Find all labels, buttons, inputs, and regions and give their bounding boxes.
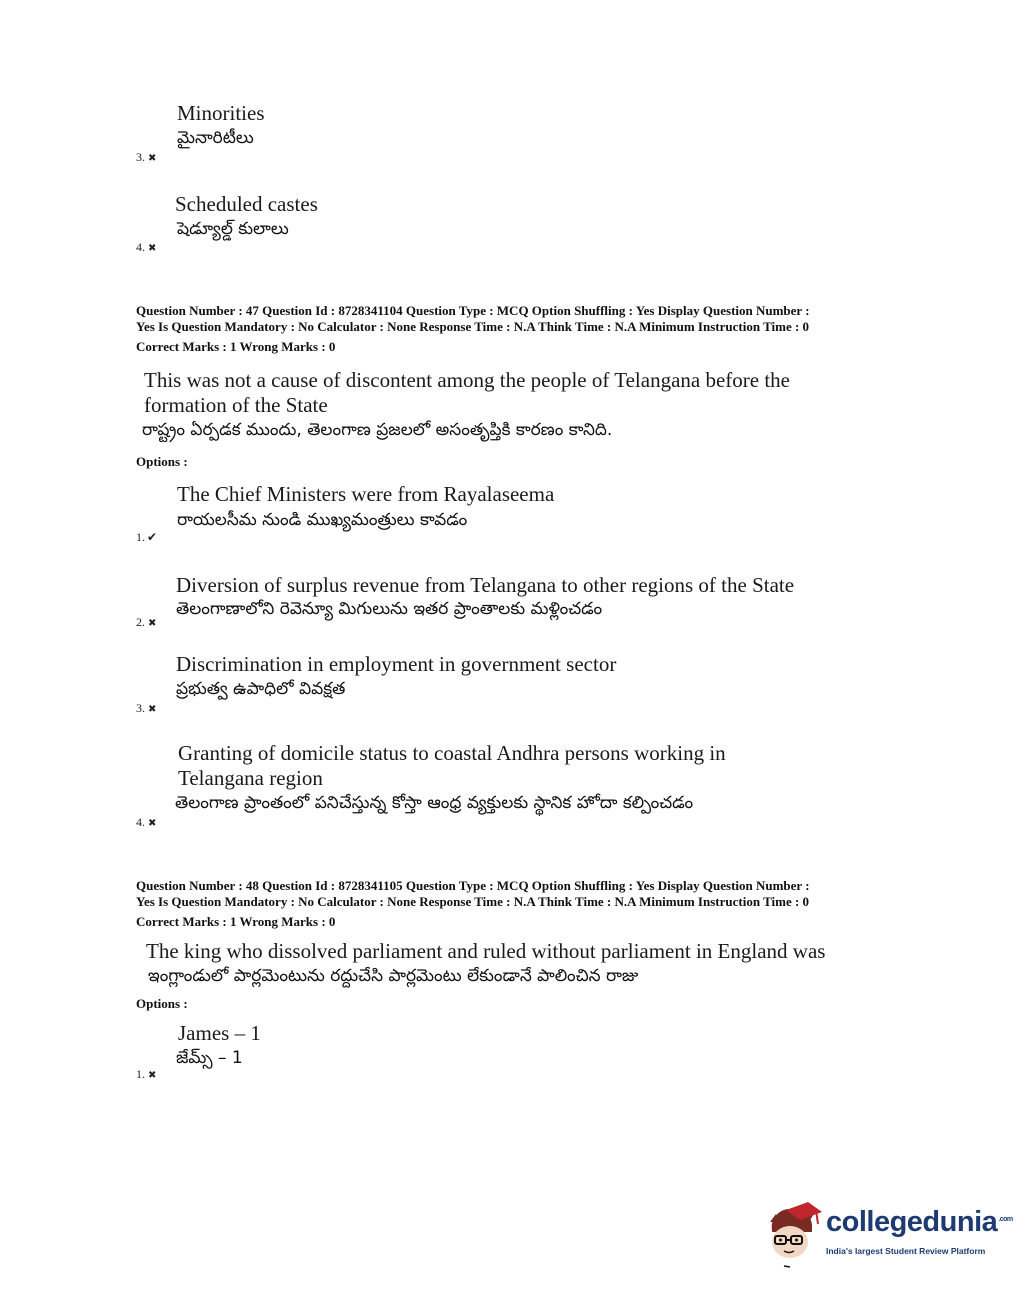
logo-tagline: India's largest Student Review Platform bbox=[826, 1246, 986, 1256]
option-4-te: షెడ్యూల్డ్ కులాలు bbox=[177, 219, 289, 239]
q47-option-1-number: 1. ✔ bbox=[136, 530, 158, 544]
cross-icon: ✖ bbox=[148, 818, 157, 829]
q48-meta-line-3: Correct Marks : 1 Wrong Marks : 0 bbox=[136, 914, 336, 929]
q47-option-4-en-line-1: Granting of domicile status to coastal Andhra persons working in bbox=[178, 741, 726, 765]
option-3-en: Minorities bbox=[177, 101, 265, 125]
q48-options-label: Options : bbox=[136, 996, 188, 1011]
q47-option-1-te: రాయలసీమ నుండి ముఖ్యమంత్రులు కావడం bbox=[177, 510, 468, 530]
q48-question-te: ఇంగ్లాండులో పార్లమెంటును రద్దుచేసి పార్లమెంటు లేకుండానే పాలించిన రాజు bbox=[148, 966, 639, 986]
option-3-number: 3. ✖ bbox=[136, 150, 157, 164]
q48-option-1-number: 1. ✖ bbox=[136, 1067, 157, 1081]
logo-wordmark: collegedunia$^{.com}$ bbox=[826, 1206, 1013, 1238]
q48-option-1-te: జేమ్స్ – 1 bbox=[176, 1048, 243, 1068]
option-4-number: 4. ✖ bbox=[136, 240, 157, 254]
q47-meta-line-1: Question Number : 47 Question Id : 8728341104 Question Type : MCQ Option Shuffling : Yes Display Question Number : bbox=[136, 303, 810, 318]
cross-icon: ✖ bbox=[148, 618, 157, 629]
q48-question-en: The king who dissolved parliament and ruled without parliament in England was bbox=[146, 939, 826, 963]
q47-question-en-line-2: formation of the State bbox=[144, 393, 328, 417]
q47-option-2-en: Diversion of surplus revenue from Telangana to other regions of the State bbox=[176, 573, 795, 597]
q47-option-4-number: 4. ✖ bbox=[136, 815, 157, 829]
q47-question-te: రాష్ట్రం ఏర్పడక ముందు, తెలంగాణ ప్రజలలో అసంతృప్తికి కారణం కానిది. bbox=[142, 420, 613, 440]
option-4-en: Scheduled castes bbox=[175, 192, 318, 216]
q47-option-2-number: 2. ✖ bbox=[136, 615, 157, 629]
check-icon: ✔ bbox=[147, 530, 158, 544]
q47-option-4-te: తెలంగాణ ప్రాంతంలో పనిచేస్తున్న కోస్తా ఆంధ్ర వ్యక్తులకు స్థానిక హోదా కల్పించడం bbox=[175, 793, 694, 813]
q48-meta-line-1: Question Number : 48 Question Id : 8728341105 Question Type : MCQ Option Shuffling : Yes Display Question Number : bbox=[136, 878, 810, 893]
cross-icon: ✖ bbox=[148, 704, 157, 715]
q48-meta-line-2: Yes Is Question Mandatory : No Calculator : None Response Time : N.A Think Time : N.A Minimum Instruction Time : 0 bbox=[136, 894, 810, 909]
cross-icon: ✖ bbox=[148, 153, 157, 164]
q47-option-1-en: The Chief Ministers were from Rayalaseema bbox=[177, 482, 555, 506]
option-3-te: మైనారిటీలు bbox=[177, 128, 254, 148]
cross-icon: ✖ bbox=[148, 1070, 157, 1081]
q48-option-1-en: James – 1 bbox=[178, 1021, 261, 1045]
q47-option-4-en-line-2: Telangana region bbox=[178, 766, 323, 790]
mascot-icon bbox=[766, 1200, 824, 1270]
q47-option-3-en: Discrimination in employment in government sector bbox=[176, 652, 617, 676]
cross-icon: ✖ bbox=[148, 243, 157, 254]
q47-option-3-number: 3. ✖ bbox=[136, 701, 157, 715]
collegedunia-logo bbox=[766, 1200, 1013, 1270]
q47-meta-line-2: Yes Is Question Mandatory : No Calculator : None Response Time : N.A Think Time : N.A Minimum Instruction Time : 0 bbox=[136, 319, 810, 334]
q47-question-en-line-1: This was not a cause of discontent among the people of Telangana before the bbox=[144, 368, 791, 392]
q47-option-3-te: ప్రభుత్వ ఉపాధిలో వివక్షత bbox=[176, 679, 346, 699]
q47-options-label: Options : bbox=[136, 454, 188, 469]
q47-option-2-te: తెలంగాణాలోని రెవెన్యూ మిగులును ఇతర ప్రాంతాలకు మళ్లించడం bbox=[176, 599, 603, 619]
q47-meta-line-3: Correct Marks : 1 Wrong Marks : 0 bbox=[136, 339, 336, 354]
